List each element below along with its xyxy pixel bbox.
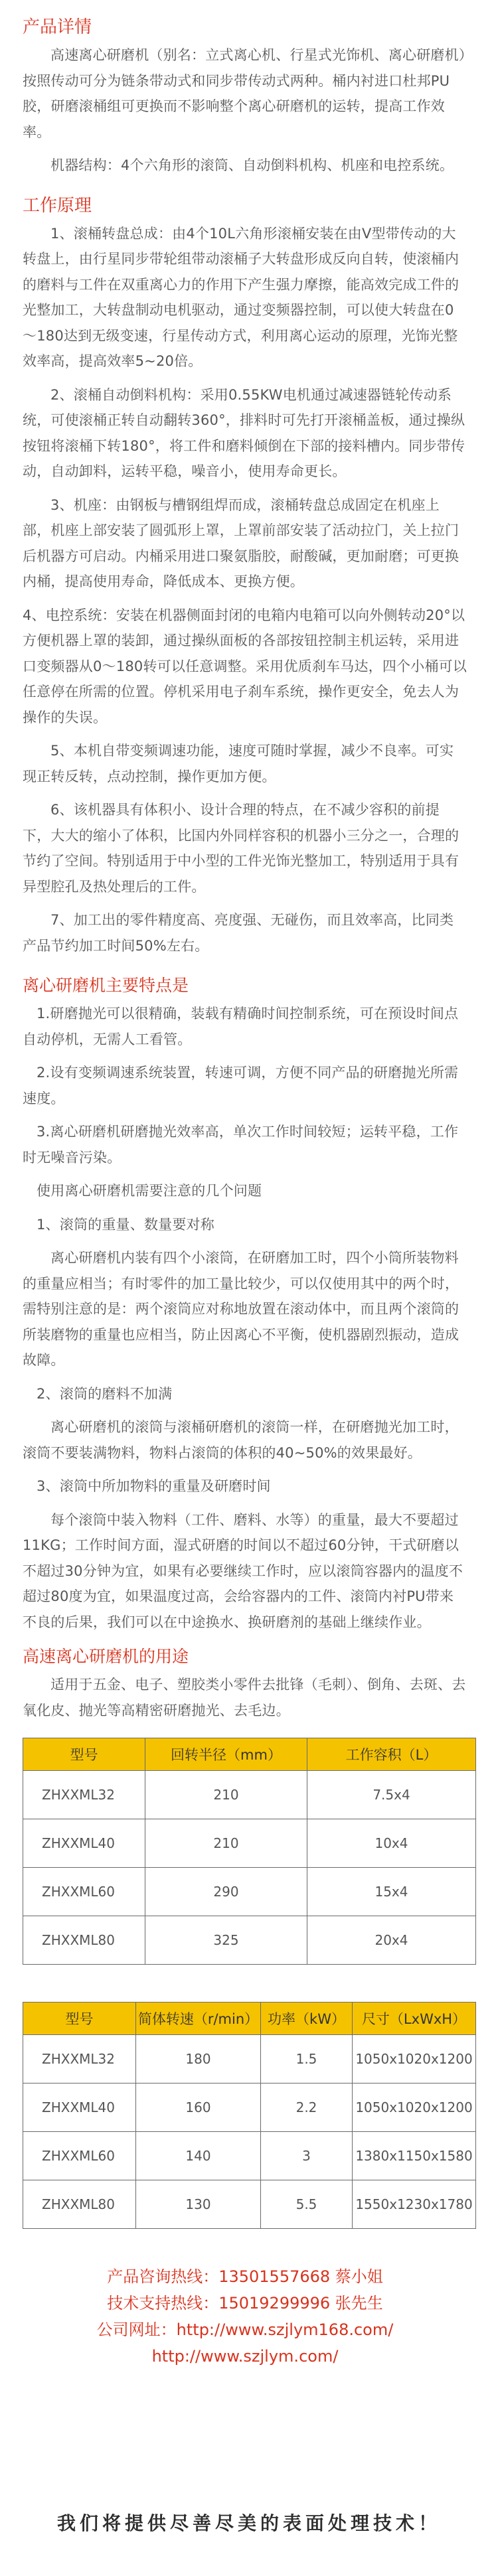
spec-table-2 <box>23 2002 476 2229</box>
table-header-cell: 回转半径（mm） <box>145 1738 307 1771</box>
table-cell: 290 <box>145 1868 307 1916</box>
table-cell: 3 <box>261 2132 353 2180</box>
table-row <box>23 2084 476 2132</box>
table-row <box>23 2132 476 2180</box>
principle-item: 3、机座：由钢板与槽钢组焊而成，滚桶转盘总成固定在机座上部，机座上部安装了圆弧形上罩，上罩前部安装了活动拉门，关上拉门后机器方可启动。内桶采用进口聚氨脂胶，耐酸碱，更加耐磨；可更换内桶，提高使用寿命，降低成本、更换方便。 <box>23 496 459 589</box>
table-cell: ZHXXML80 <box>23 1916 145 1965</box>
table-row <box>23 2180 476 2229</box>
principle-item: 5、本机自带变频调速功能，速度可随时掌握，减少不良率。可实现正转反转，点动控制，操作更加方便。 <box>23 743 454 785</box>
table-header-cell: 尺寸（LxWxH） <box>353 2003 476 2035</box>
table-header-cell: 简体转速（r/min） <box>136 2003 261 2035</box>
spec-table-2-wrap <box>23 2002 473 2229</box>
table-row <box>23 1868 476 1916</box>
table-row <box>23 1819 476 1868</box>
sales-hotline: 产品咨询热线：13501557668 蔡小姐 <box>107 2267 383 2286</box>
structure-paragraph: 机器结构：4个六角形的滚筒、自动倒料机构、机座和电控系统。 <box>50 157 454 173</box>
note-title: 2、滚筒的磨料不加满 <box>37 1385 173 1402</box>
note-title: 1、滚筒的重量、数量要对称 <box>37 1216 214 1233</box>
table-cell: 160 <box>136 2084 261 2132</box>
table-cell: 210 <box>145 1771 307 1819</box>
table-cell: 130 <box>136 2180 261 2229</box>
notes-intro: 使用离心研磨机需要注意的几个问题 <box>37 1183 262 1199</box>
table-header-cell: 型号 <box>23 1738 145 1771</box>
table-cell: 2.2 <box>261 2084 353 2132</box>
website-link-alt[interactable]: http://www.szjlym.com/ <box>151 2347 339 2366</box>
table-header-row <box>23 2003 476 2035</box>
table-cell: ZHXXML60 <box>23 2132 136 2180</box>
feature-item: 3.离心研磨机研磨抛光效率高，单次工作时间较短；运转平稳，工作时无噪音污染。 <box>23 1124 459 1166</box>
table-cell: ZHXXML40 <box>23 1819 145 1868</box>
table-cell: 20x4 <box>307 1916 476 1965</box>
usage-title: 高速离心研磨机的用途 <box>23 1647 189 1666</box>
table-row <box>23 1771 476 1819</box>
table-header-cell: 型号 <box>23 2003 136 2035</box>
note-body: 离心研磨机的滚筒与滚桶研磨机的滚筒一样，在研磨抛光加工时，滚筒不要装满物料，物料占滚筒的体积的40~50%的效果最好。 <box>23 1419 459 1461</box>
table-cell: ZHXXML80 <box>23 2180 136 2229</box>
principle-item: 4、电控系统：安装在机器侧面封闭的电箱内电箱可以向外侧转动20°以方便机器上罩的装卸，通过操纵面板的各部按钮控制主机运转，采用进口变频器从0～180转可以任意调整。采用优质刹车马达，四个小桶可以任意停在所需的位置。停机采用电子刹车系统，操作更安全，免去人为操作的失误。 <box>23 607 467 725</box>
table-header-cell: 功率（kW） <box>261 2003 353 2035</box>
table-cell: 1380x1150x1580 <box>353 2132 476 2180</box>
features-title: 离心研磨机主要特点是 <box>23 976 189 995</box>
table-cell: 1050x1020x1200 <box>353 2084 476 2132</box>
table-header-row <box>23 1738 476 1771</box>
table-cell: 10x4 <box>307 1819 476 1868</box>
note-body: 离心研磨机内装有四个小滚筒，在研磨加工时，四个小筒所装物料的重量应相当；有时零件的加工量比较少，可以仅使用其中的两个时，需特别注意的是：两个滚筒应对称地放置在滚动体中，而且两个滚筒的所装磨物的重量也应相当，防止因离心不平衡，使机器剧烈振动，造成故障。 <box>23 1250 459 1368</box>
intro-paragraph: 高速离心研磨机（别名：立式离心机、行星式光饰机、离心研磨机）按照传动可分为链条带动式和同步带传动式两种。桶内衬进口杜邦PU胶，研磨滚桶组可更换而不影响整个离心研磨机的运转，提高工作效率。 <box>23 47 466 140</box>
principle-title: 工作原理 <box>23 195 92 216</box>
table-cell: 180 <box>136 2035 261 2084</box>
spec-table-1 <box>23 1738 476 1965</box>
principle-item: 7、加工出的零件精度高、亮度强、无碰伤，而且效率高，比同类产品节约加工时间50%左右。 <box>23 912 454 954</box>
table-cell: 140 <box>136 2132 261 2180</box>
principle-item: 6、该机器具有体积小、设计合理的特点，在不减少容积的前提下，大大的缩小了体积，比国内外同样容积的机器小三分之一，合理的节约了空间。特别适用于中小型的工件光饰光整加工，特别适用于具有异型腔孔及热处理后的工件。 <box>23 802 459 895</box>
contact-block <box>23 2263 467 2370</box>
spec-table-1-wrap <box>23 1738 467 1965</box>
table-cell: 5.5 <box>261 2180 353 2229</box>
table-cell: 1.5 <box>261 2035 353 2084</box>
support-hotline: 技术支持热线：15019299996 张先生 <box>107 2294 383 2312</box>
table-cell: 7.5x4 <box>307 1771 476 1819</box>
principle-item: 1、滚桶转盘总成：由4个10L六角形滚桶安装在由V型带传动的大转盘上，由行星同步带轮组带动滚桶子大转盘形成反向自转，使滚桶内的磨料与工件在双重离心力的作用下产生强力摩擦，能高效完成工件的光整加工，大转盘制动电机驱动，通过变频器控制，可以使大转盘在0～180达到无级变速，行星传动方式，利用离心运动的原理，光饰光整效率高，提高效率5~20倍。 <box>23 225 459 369</box>
feature-item: 1.研磨抛光可以很精确，装载有精确时间控制系统，可在预设时间点自动停机，无需人工看管。 <box>23 1006 459 1047</box>
table-row <box>23 1916 476 1965</box>
table-cell: 325 <box>145 1916 307 1965</box>
note-title: 3、滚筒中所加物料的重量及研磨时间 <box>37 1478 271 1494</box>
company-slogan: 我们将提供尽善尽美的表面处理技术！ <box>56 2512 441 2534</box>
table-cell: 1050x1020x1200 <box>353 2035 476 2084</box>
table-row <box>23 2035 476 2084</box>
feature-item: 2.设有变频调速系统装置，转速可调，方便不同产品的研磨抛光所需速度。 <box>23 1065 459 1106</box>
table-cell: ZHXXML40 <box>23 2084 136 2132</box>
table-cell: ZHXXML32 <box>23 1771 145 1819</box>
table-cell: 210 <box>145 1819 307 1868</box>
table-cell: ZHXXML32 <box>23 2035 136 2084</box>
details-title: 产品详情 <box>23 17 92 37</box>
table-cell: ZHXXML60 <box>23 1868 145 1916</box>
table-cell: 1550x1230x1780 <box>353 2180 476 2229</box>
website-link[interactable]: 公司网址：http://www.szjlym168.com/ <box>96 2320 394 2339</box>
usage-paragraph: 适用于五金、电子、塑胶类小零件去批锋（毛刺）、倒角、去斑、去氧化皮、抛光等高精密研磨抛光、去毛边。 <box>23 1677 466 1718</box>
principle-item: 2、滚桶自动倒料机构：采用0.55KW电机通过减速器链轮传动系统，可使滚桶正转自动翻转360°，排料时可先打开滚桶盖板，通过操纵按钮将滚桶下转180°，将工件和磨料倾倒在下部的接料槽内。同步带传动，自动卸料，运转平稳，噪音小，使用寿命更长。 <box>23 386 465 479</box>
table-cell: 15x4 <box>307 1868 476 1916</box>
table-header-cell: 工作容积（L） <box>307 1738 476 1771</box>
note-body: 每个滚筒中装入物料（工件、磨料、水等）的重量，最大不要超过11KG；工作时间方面，湿式研磨的时间以不超过60分钟，干式研磨以不超过30分钟为宜，如果有必要继续工作时，应以滚筒容器内的温度不超过80度为宜，如果温度过高，会给容器内的工件、滚筒内衬PU带来不良的后果，我们可以在中途换水、换研磨剂的基础上继续作业。 <box>23 1511 463 1630</box>
